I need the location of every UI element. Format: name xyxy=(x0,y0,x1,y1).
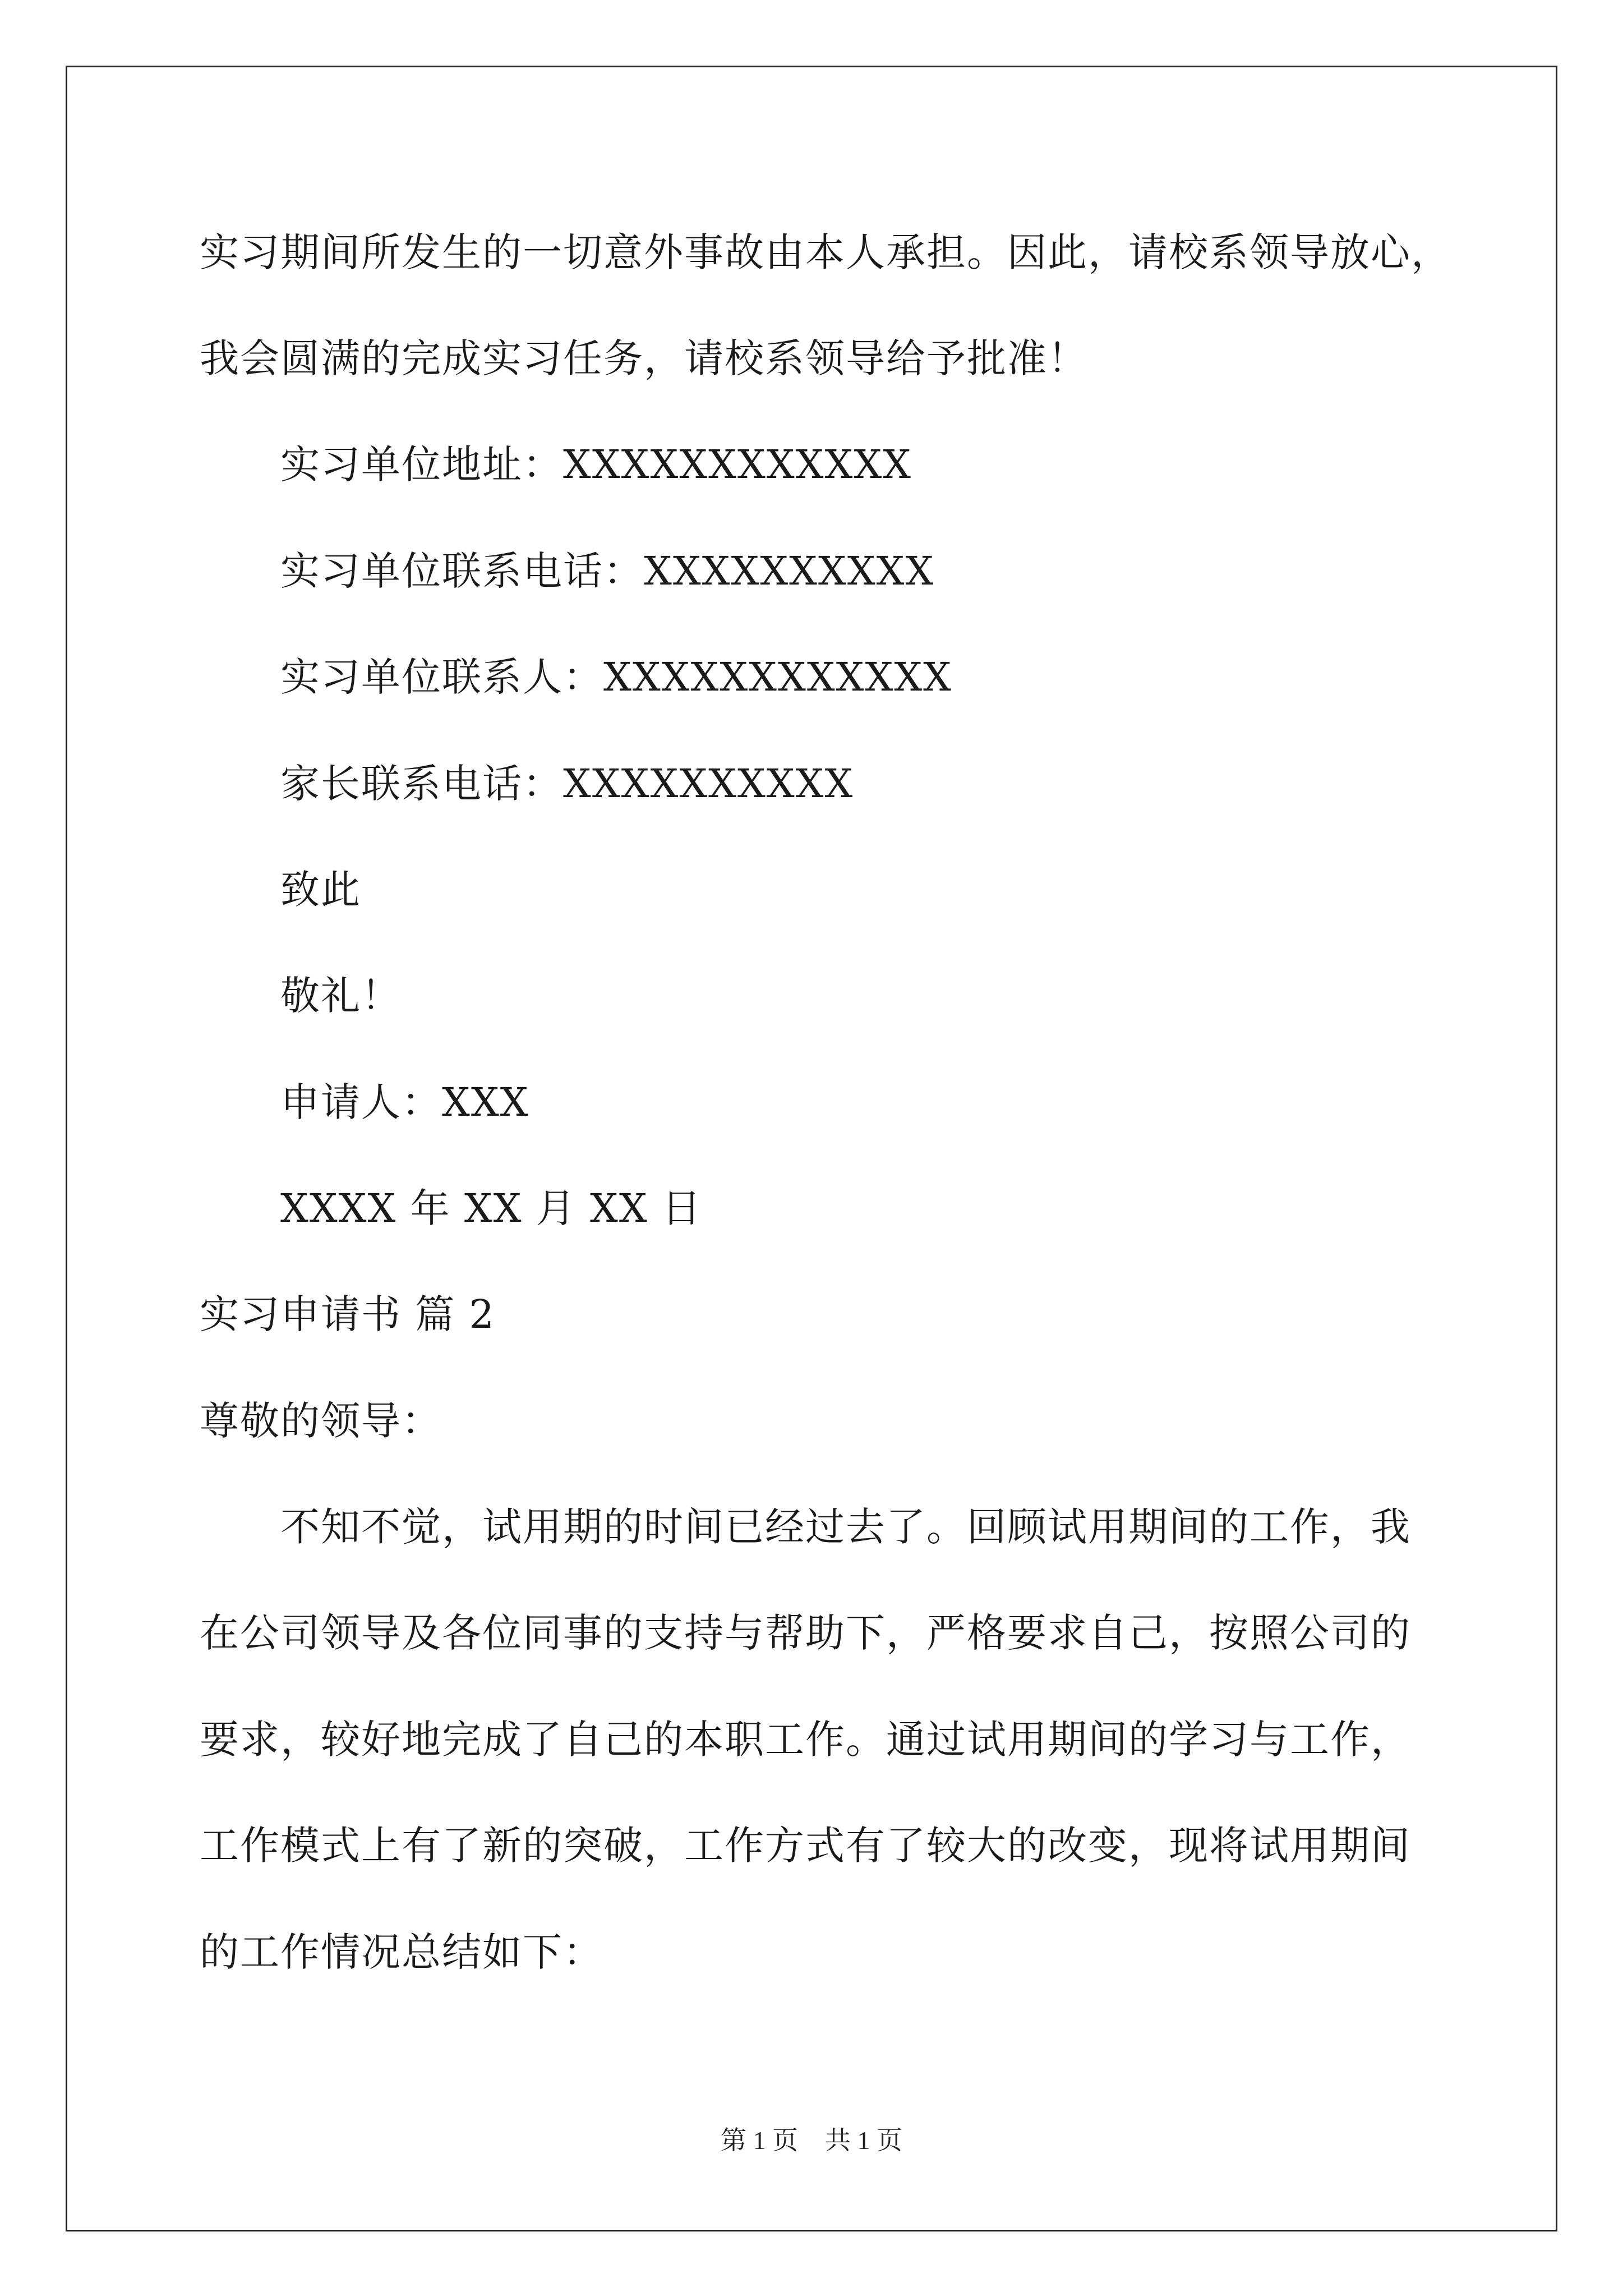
closing-salute: 敬礼！ xyxy=(280,973,402,1019)
body-line: 在公司领导及各位同事的支持与帮助下，严格要求自己，按照公司的 xyxy=(200,1610,1411,1656)
total-pages: 共 1 页 xyxy=(825,2126,902,2155)
internship-address: 实习单位地址：XXXXXXXXXXXX xyxy=(280,441,912,487)
page-border xyxy=(66,66,1557,2231)
internship-contact: 实习单位联系人：XXXXXXXXXXXX xyxy=(280,654,953,700)
section-heading: 实习申请书 篇 2 xyxy=(200,1291,496,1337)
body-line: 工作模式上有了新的突破，工作方式有了较大的改变，现将试用期间 xyxy=(200,1823,1411,1869)
internship-phone: 实习单位联系电话：XXXXXXXXXX xyxy=(280,548,935,594)
body-line: 的工作情况总结如下： xyxy=(200,1929,603,1975)
closing-greeting: 致此 xyxy=(280,867,361,913)
body-line: 实习期间所发生的一切意外事故由本人承担。因此，请校系领导放心， xyxy=(200,229,1451,275)
parent-phone: 家长联系电话：XXXXXXXXXX xyxy=(280,761,854,807)
salutation: 尊敬的领导： xyxy=(200,1398,442,1444)
date-line: XXXX 年 XX 月 XX 日 xyxy=(280,1185,702,1231)
body-line: 不知不觉，试用期的时间已经过去了。回顾试用期间的工作，我 xyxy=(280,1504,1411,1550)
body-line: 要求，较好地完成了自己的本职工作。通过试用期间的学习与工作， xyxy=(200,1717,1411,1763)
body-line: 我会圆满的完成实习任务，请校系领导给予批准！ xyxy=(200,335,1088,381)
applicant: 申请人：XXX xyxy=(280,1079,529,1125)
page-footer xyxy=(0,2124,1623,2157)
page-number: 第 1 页 xyxy=(721,2126,798,2155)
